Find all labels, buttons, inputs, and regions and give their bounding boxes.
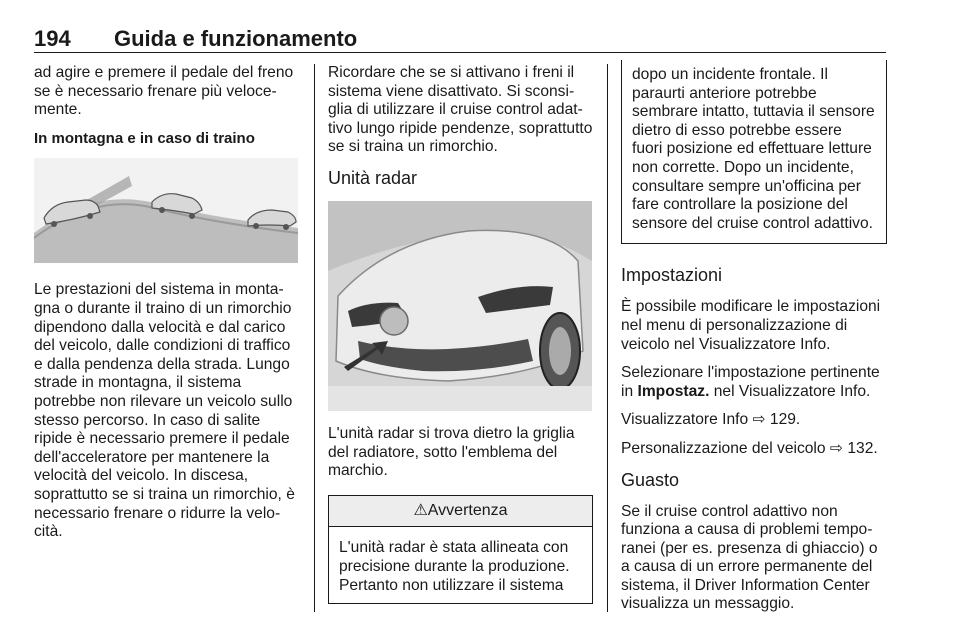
paragraph: ad agire e premere il pedale del freno se è necessario frenare più velocemente.	[34, 64, 294, 119]
cross-reference: Personalizzazione del veicolo ⇨ 132.	[621, 439, 878, 457]
page-ref[interactable]: 132.	[847, 439, 878, 457]
page-ref[interactable]: 129.	[769, 411, 801, 429]
column-right	[621, 64, 887, 624]
page-header	[34, 22, 886, 53]
warning-title: Avvertenza	[427, 501, 508, 519]
cross-reference: Visualizzatore Info ⇨ 129.	[621, 411, 801, 429]
subheading-mountain: In montagna e in caso di traino	[34, 129, 255, 147]
heading-settings: Impostazioni	[621, 265, 723, 286]
warning-text: L'unità radar è stata allineata con precisione durante la produzione. Pertanto non utilizzare il sistema	[339, 539, 570, 594]
paragraph: È possibile modificare le impostazioni nel menu di personalizzazione di veicolo nel Visualizzatore Info.	[621, 298, 881, 353]
paragraph: L'unità radar si trova dietro la griglia del radiatore, sotto l'emblema del marchio.	[328, 424, 575, 480]
page-ref-arrow-icon: ⇨	[752, 411, 766, 429]
warning-header	[329, 496, 592, 528]
page-number: 194	[34, 26, 71, 51]
page-ref-arrow-icon: ⇨	[829, 439, 843, 457]
warning-box-continued	[621, 60, 887, 244]
paragraph: Se il cruise control adattivo non funziona a causa di problemi temporanei (per es. presenza di ghiaccio) o a causa di un errore permanente del sistema, il Driver Information Center visualizza un messaggio.	[621, 502, 878, 613]
warning-triangle-icon: ⚠	[413, 501, 428, 519]
column-middle	[328, 64, 593, 604]
radar-unit-car-front-image	[328, 201, 592, 411]
mountain-driving-illustration	[34, 158, 298, 263]
paragraph: Le prestazioni del sistema in montagna o durante il traino di un rimorchio dipendono dalla velocità e dal carico del veicolo, dalle condizioni di traffico e dalla pendenza della strada. Lungo strade in montagna, il sistema potrebbe non rilevare un veicolo sullo stesso percorso. In caso di salite ripide è necessario premere il pedale dell'acceleratore per mantenere la velocità del veicolo. In discesa, soprattutto se si traina un rimorchio, è necessario frenare o ridurre la velocità.	[34, 281, 295, 541]
heading-radar-unit: Unità radar	[328, 167, 418, 188]
paragraph: Selezionare l'impostazione pertinente in Impostaz. nel Visualizzatore Info.	[621, 364, 880, 400]
page-title: Guida e funzionamento	[114, 26, 358, 51]
heading-fault: Guasto	[621, 469, 680, 490]
column-divider-left	[314, 64, 315, 612]
warning-text-continued: dopo un incidente frontale. Il paraurti anteriore potrebbe sembrare intatto, tuttavia il sensore dietro di esso potrebbe essere fuori posizione ed effettuare letture non corrette. Dopo un incidente, consultare sempre un'officina per fare controllare la posizione del sensore del cruise control adattivo.	[632, 66, 875, 232]
column-left	[34, 64, 300, 552]
warning-box	[328, 495, 593, 604]
settings-menu-label: Impostaz.	[637, 382, 710, 400]
paragraph: Ricordare che se si attivano i freni il sistema viene disattivato. Si sconsiglia di utilizzare il cruise control adattivo lungo ripide pendenze, soprattutto se si traina un rimorchio.	[328, 64, 593, 156]
column-divider-right	[607, 64, 608, 612]
